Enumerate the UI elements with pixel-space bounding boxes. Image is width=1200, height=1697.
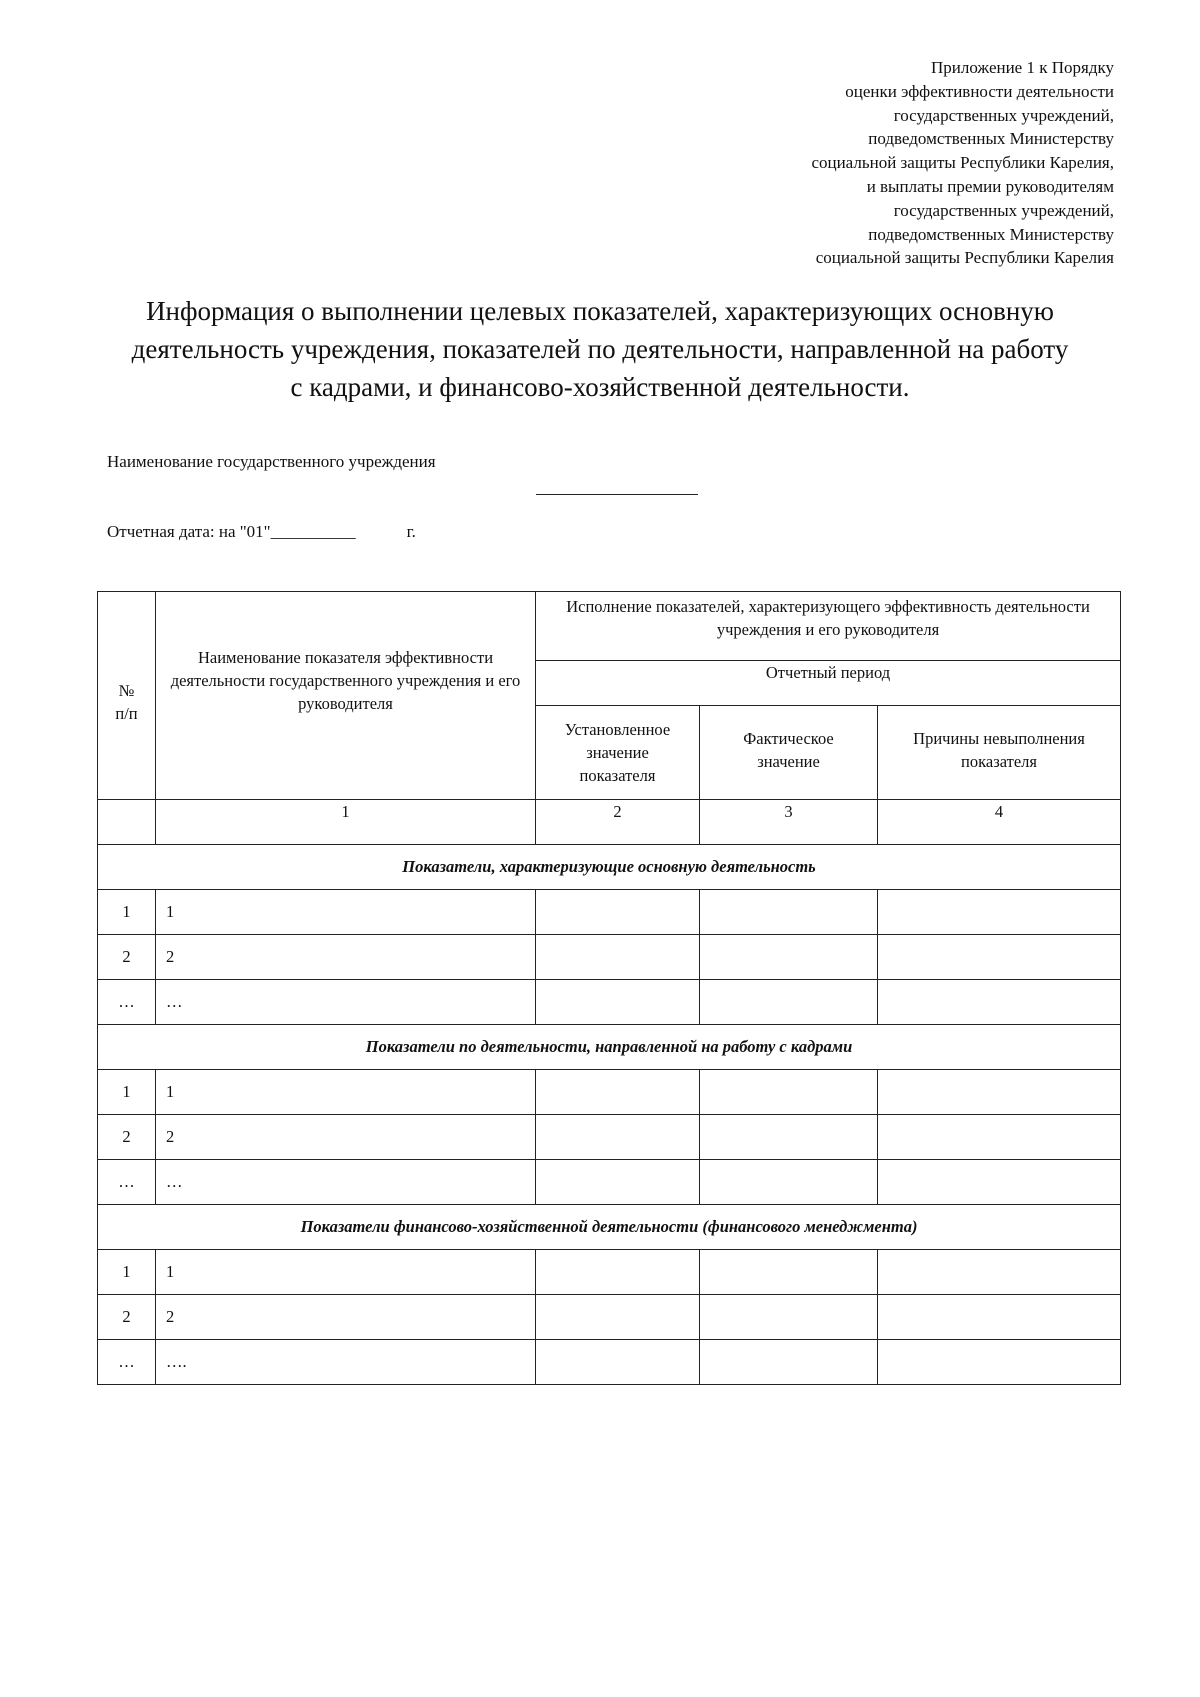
title-line: деятельность учреждения, показателей по деятельности, направленной на работу — [131, 334, 1069, 364]
row-number: 2 — [98, 1295, 156, 1340]
indicator-name-cell[interactable]: 1 — [156, 1250, 536, 1295]
institution-blank-line[interactable] — [536, 494, 698, 495]
actual-value-cell[interactable] — [700, 980, 878, 1025]
table-row — [98, 1070, 1121, 1115]
actual-value-cell[interactable] — [700, 1340, 878, 1385]
reasons-cell[interactable] — [878, 1160, 1121, 1205]
header-actual-value — [700, 706, 878, 800]
actual-value-cell[interactable] — [700, 1115, 878, 1160]
row-number: 2 — [98, 1115, 156, 1160]
document-title — [60, 292, 1140, 406]
header-execution-group-label: Исполнение показателей, характеризующего эффективность деятельности учреждения и его руководителя — [566, 597, 1090, 639]
header-actual-value-label: Фактическое значение — [743, 728, 834, 771]
reasons-cell[interactable] — [878, 1070, 1121, 1115]
table-row — [98, 1295, 1121, 1340]
table-row — [98, 1160, 1121, 1205]
table-row — [98, 890, 1121, 935]
set-value-cell[interactable] — [536, 980, 700, 1025]
actual-value-cell[interactable] — [700, 935, 878, 980]
indicator-name-cell[interactable]: 1 — [156, 1070, 536, 1115]
header-row-number — [98, 592, 156, 800]
indicator-name-cell[interactable]: 2 — [156, 935, 536, 980]
indicator-name-cell[interactable]: … — [156, 980, 536, 1025]
table-row — [98, 980, 1121, 1025]
header-reporting-period-label: Отчетный период — [765, 663, 891, 682]
row-number: … — [98, 1340, 156, 1385]
table-row — [98, 1250, 1121, 1295]
header-set-value — [536, 706, 700, 800]
appendix-line: подведомственных Министерству — [868, 129, 1114, 149]
header-failure-reasons-label: Причины невыполнения показателя — [913, 728, 1085, 771]
appendix-line: и выплаты премии руководителям — [866, 176, 1114, 196]
row-number: 1 — [98, 890, 156, 935]
indicator-name-cell[interactable]: 1 — [156, 890, 536, 935]
actual-value-cell[interactable] — [700, 1160, 878, 1205]
set-value-cell[interactable] — [536, 1250, 700, 1295]
section-title: Показатели по деятельности, направленной на работу с кадрами — [98, 1025, 1121, 1070]
column-number: 4 — [878, 800, 1121, 845]
set-value-cell[interactable] — [536, 935, 700, 980]
indicator-name-cell[interactable]: 2 — [156, 1115, 536, 1160]
set-value-cell[interactable] — [536, 1340, 700, 1385]
header-indicator-name — [156, 592, 536, 800]
reasons-cell[interactable] — [878, 1250, 1121, 1295]
set-value-cell[interactable] — [536, 1115, 700, 1160]
column-number: 1 — [156, 800, 536, 845]
title-line: Информация о выполнении целевых показателей, характеризующих основную — [146, 296, 1054, 326]
report-date-prefix: Отчетная дата: на "01" — [107, 522, 271, 541]
report-date — [107, 522, 416, 542]
row-number: 1 — [98, 1250, 156, 1295]
row-number: … — [98, 980, 156, 1025]
set-value-cell[interactable] — [536, 1295, 700, 1340]
section-title: Показатели финансово-хозяйственной деятельности (финансового менеджмента) — [98, 1205, 1121, 1250]
row-number: … — [98, 1160, 156, 1205]
row-number: 1 — [98, 1070, 156, 1115]
set-value-cell[interactable] — [536, 1070, 700, 1115]
report-date-suffix: г. — [406, 522, 416, 541]
actual-value-cell[interactable] — [700, 890, 878, 935]
header-failure-reasons — [878, 706, 1121, 800]
table-row — [98, 1115, 1121, 1160]
table-row — [98, 1340, 1121, 1385]
set-value-cell[interactable] — [536, 1160, 700, 1205]
row-number: 2 — [98, 935, 156, 980]
reasons-cell[interactable] — [878, 1295, 1121, 1340]
appendix-line: социальной защиты Республики Карелия — [815, 248, 1114, 268]
column-number: 3 — [700, 800, 878, 845]
title-line: с кадрами, и финансово-хозяйственной деятельности. — [290, 372, 910, 402]
appendix-line: Приложение 1 к Порядку — [930, 58, 1114, 77]
reasons-cell[interactable] — [878, 1340, 1121, 1385]
header-execution-group — [536, 592, 1121, 661]
reasons-cell[interactable] — [878, 935, 1121, 980]
set-value-cell[interactable] — [536, 890, 700, 935]
appendix-line: подведомственных Министерству — [868, 224, 1114, 244]
report-date-blank[interactable]: __________ — [270, 522, 356, 541]
reasons-cell[interactable] — [878, 890, 1121, 935]
reasons-cell[interactable] — [878, 980, 1121, 1025]
appendix-line: социальной защиты Республики Карелия, — [811, 153, 1114, 173]
appendix-line: государственных учреждений, — [893, 105, 1114, 125]
table-row — [98, 935, 1121, 980]
appendix-line: государственных учреждений, — [893, 200, 1114, 220]
section-title: Показатели, характеризующие основную деятельность — [98, 845, 1121, 890]
reasons-cell[interactable] — [878, 1115, 1121, 1160]
column-number-blank — [98, 800, 156, 845]
header-row-number-label: № п/п — [115, 680, 138, 723]
header-set-value-label: Установленное значение показателя — [564, 720, 671, 785]
indicators-table — [97, 591, 1121, 1385]
header-indicator-name-label: Наименование показателя эффективности деятельности государственного учреждения и его руководителя — [170, 648, 521, 713]
appendix-note — [594, 56, 1114, 270]
actual-value-cell[interactable] — [700, 1295, 878, 1340]
indicator-name-cell[interactable]: …. — [156, 1340, 536, 1385]
indicator-name-cell[interactable]: … — [156, 1160, 536, 1205]
actual-value-cell[interactable] — [700, 1070, 878, 1115]
appendix-line: оценки эффективности деятельности — [845, 81, 1114, 101]
header-reporting-period — [536, 661, 1121, 706]
actual-value-cell[interactable] — [700, 1250, 878, 1295]
indicator-name-cell[interactable]: 2 — [156, 1295, 536, 1340]
column-number: 2 — [536, 800, 700, 845]
institution-label: Наименование государственного учреждения — [107, 452, 436, 471]
